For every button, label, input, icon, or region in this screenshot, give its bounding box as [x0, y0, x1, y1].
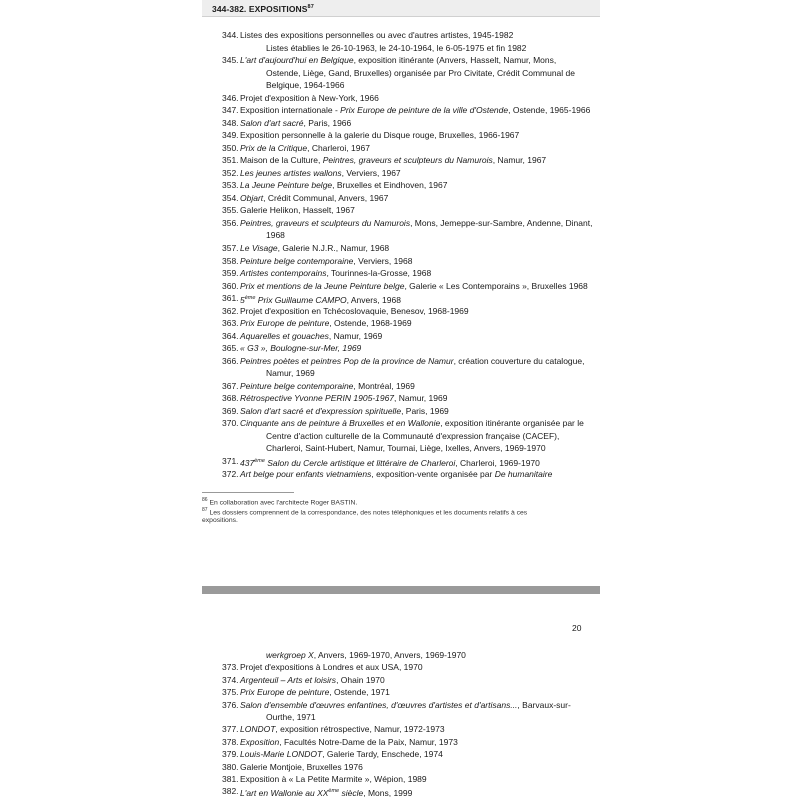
entry-number: 364. — [222, 330, 239, 341]
title-segment: Aquarelles et gouaches — [240, 330, 329, 341]
text-segment: , Verviers, 1967 — [341, 167, 401, 178]
text-segment: , Bruxelles et Eindhoven, 1967 — [332, 180, 448, 191]
text-segment: , Ohain 1970 — [336, 674, 385, 685]
title-segment: Salon d'art sacré — [240, 117, 304, 128]
title-segment: Argenteuil – Arts et loisirs — [240, 674, 337, 685]
text-segment: Belgique, 1964-1966 — [266, 80, 345, 91]
text-segment: , Galerie « Les Contemporains », Bruxelles 1968 — [404, 280, 588, 291]
entry-number: 353. — [222, 180, 239, 191]
text-segment: , exposition itinérante (Anvers, Hasselt, Namur, Mons, — [353, 55, 557, 66]
entry-number: 368. — [222, 393, 239, 404]
text-segment: , Galerie Tardy, Enschede, 1974 — [322, 749, 443, 760]
footnote-number: 87 — [202, 507, 208, 513]
title-segment: Salon d'ensemble d'œuvres enfantines, d'œuvres d'artistes et d'artisans... — [240, 699, 518, 710]
title-segment: Peinture belge contemporaine — [240, 380, 354, 391]
page-header — [202, 0, 600, 17]
entry-number: 349. — [222, 130, 239, 141]
title-segment: Louis-Marie LONDOT — [240, 749, 323, 760]
text-segment: , exposition-vente organisée par — [371, 468, 495, 479]
text-segment: Exposition personnelle à la galerie du Disque rouge, Bruxelles, 1966-1967 — [240, 130, 520, 141]
entry-number: 346. — [222, 92, 239, 103]
entry-text — [240, 467, 552, 481]
text-segment: Exposition internationale - — [240, 105, 341, 116]
text-segment: Namur, 1969 — [266, 368, 315, 379]
footnote-text: expositions. — [202, 517, 238, 524]
header-title: 344-382. EXPOSITIONS$^{87}$ — [212, 4, 314, 14]
entry-number: 378. — [222, 736, 239, 747]
title-segment: Objart — [240, 192, 264, 203]
text-segment: , Anvers, 1969-1970 — [313, 650, 390, 660]
text-segment: , Mons, 1999 — [363, 788, 413, 799]
title-segment: « G3 », Boulogne-sur-Mer, 1969 — [240, 343, 362, 354]
entry-number: 371. — [222, 456, 239, 467]
entry-number: 360. — [222, 280, 239, 291]
title-segment: Artistes contemporains — [240, 268, 327, 279]
text-segment: Exposition à « La Petite Marmite », Wépion, 1989 — [240, 774, 427, 784]
text-segment: , Namur, 1969 — [328, 330, 383, 341]
text-segment: , Charleroi, 1969-1970 — [455, 457, 540, 468]
text-segment: 1968 — [266, 230, 285, 241]
text-segment: , exposition rétrospective, Namur, 1972-1973 — [275, 724, 445, 735]
entry-number: 377. — [222, 724, 239, 735]
text-segment: , Mons, Jemeppe-sur-Sambre, Andenne, Dinant, — [410, 217, 593, 228]
title-segment: siècle — [339, 788, 364, 799]
text-segment: , exposition itinérante organisée par le — [440, 418, 584, 429]
title-segment: Prix de la Critique — [240, 142, 308, 153]
entry-number: 379. — [222, 749, 239, 760]
text-segment: Projet d'expositions à Londres et aux USA, 1970 — [240, 662, 423, 673]
entry-number: 352. — [222, 167, 239, 178]
text-segment: , Anvers, 1969-1970 — [389, 650, 466, 660]
title-segment: Salon d'art sacré et d'expression spirituelle — [240, 405, 402, 416]
entry-number: 356. — [222, 217, 239, 228]
entry-number: 365. — [222, 343, 239, 354]
entry-number: 367. — [222, 380, 239, 391]
text-segment: Charleroi, Saint-Hubert, Namur, Tournai, Liège, Ixelles, Anvers, 1969-1970 — [266, 443, 546, 454]
text-segment: , Montréal, 1969 — [353, 380, 415, 391]
title-segment: Le Visage — [240, 243, 278, 253]
text-segment: , Namur, 1967 — [492, 155, 547, 166]
title-segment: Exposition — [240, 736, 280, 747]
title-segment: Peintres, graveurs et sculpteurs du Namurois — [322, 155, 493, 166]
title-segment: 5 — [240, 294, 245, 305]
entry-number: 372. — [222, 468, 239, 479]
title-segment: Salon du Cercle artistique et littéraire de Charleroi — [264, 457, 456, 468]
text-segment: Ostende, Liège, Gand, Bruxelles) organisée par Pro Civitate, Crédit Communal de — [266, 67, 575, 78]
title-segment: Peinture belge contemporaine — [240, 255, 354, 266]
text-segment: Ourthe, 1971 — [266, 712, 316, 722]
entry-number: 376. — [222, 699, 239, 710]
entry-number: 351. — [222, 155, 239, 166]
text-segment: , Paris, 1966 — [303, 117, 352, 128]
entry-number: 357. — [222, 243, 239, 253]
page-number: 20 — [572, 623, 582, 633]
title-segment: Les jeunes artistes wallons — [240, 167, 342, 178]
entry-number: 374. — [222, 674, 239, 685]
title-segment: Cinquante ans de peinture à Bruxelles et en Wallonie — [240, 418, 441, 429]
title-segment: Prix Europe de peinture — [240, 687, 330, 698]
title-segment: werkgroep X — [266, 650, 314, 660]
superscript: ème — [254, 458, 265, 465]
superscript: ème — [328, 788, 340, 795]
title-segment: L'art d'aujourd'hui en Belgique — [240, 55, 354, 66]
entry-number: 345. — [222, 55, 239, 66]
entry-number: 369. — [222, 405, 239, 416]
footnote-number: 86 — [202, 497, 208, 503]
text-segment: , création couverture du catalogue, — [453, 355, 585, 366]
text-segment: , Galerie N.J.R., Namur, 1968 — [277, 243, 390, 253]
entry-number: 361. — [222, 293, 239, 304]
text-segment: , Verviers, 1968 — [353, 255, 413, 266]
entry-number: 358. — [222, 255, 239, 266]
text-segment: Listes établies le 26-10-1963, le 24-10-1964, le 6-05-1975 et fin 1982 — [266, 42, 527, 53]
entry-number: 362. — [222, 305, 239, 316]
footnote-line — [202, 516, 592, 526]
entry-number: 354. — [222, 192, 239, 203]
entry-number: 355. — [222, 205, 239, 216]
text-segment: , Ostende, 1971 — [329, 687, 390, 698]
title-segment: Art belge pour enfants vietnamiens — [240, 468, 372, 479]
text-segment: Projet d'exposition à New-York, 1966 — [240, 92, 379, 103]
entry-number: 348. — [222, 117, 239, 128]
footnote-text: En collaboration avec l'architecte Roger BASTIN. — [207, 499, 358, 507]
entry-number: 380. — [222, 761, 239, 772]
title-segment: Prix Europe de peinture de la ville d'Ostende — [340, 105, 509, 116]
text-segment: Galerie Montjoie, Bruxelles 1976 — [240, 761, 363, 772]
text-segment: , Namur, 1969 — [394, 393, 448, 404]
entry-number: 359. — [222, 268, 239, 279]
title-segment: Peintres poètes et peintres Pop de la province de Namur — [240, 355, 454, 366]
entry-number: 366. — [222, 355, 239, 366]
text-segment: , Ostende, 1968-1969 — [329, 318, 412, 329]
entry-number: 347. — [222, 105, 239, 116]
text-segment: , Paris, 1969 — [401, 405, 449, 416]
title-segment: De humanitaire — [494, 468, 553, 479]
page-separator — [202, 586, 600, 594]
title-segment: Rétrospective Yvonne PERIN 1905-1967 — [240, 393, 395, 404]
text-segment: , Tourinnes-la-Grosse, 1968 — [326, 268, 432, 279]
entry-number: 381. — [222, 774, 239, 784]
text-segment: , Ostende, 1965-1966 — [508, 105, 591, 116]
entry-number: 363. — [222, 318, 239, 329]
entry-number: 382. — [222, 786, 239, 797]
title-segment: La Jeune Peinture belge — [240, 180, 333, 191]
title-segment: LONDOT — [240, 724, 276, 735]
text-segment: Centre d'action culturelle de la Communauté d'expression française (CACEF), — [266, 430, 560, 441]
title-segment: Prix Europe de peinture — [240, 318, 330, 329]
title-segment: Prix et mentions de la Jeune Peinture belge — [240, 280, 405, 291]
title-segment: 437 — [240, 457, 255, 468]
entry-number: 370. — [222, 418, 239, 429]
entry-number: 350. — [222, 142, 239, 153]
footnote-rule — [202, 492, 294, 493]
text-segment: Projet d'exposition en Tchécoslovaquie, Benesov, 1968-1969 — [240, 305, 469, 316]
text-segment: , Facultés Notre-Dame de la Paix, Namur, 1973 — [279, 736, 458, 747]
entry-number: 344. — [222, 30, 239, 40]
text-segment: Galerie Helikon, Hasselt, 1967 — [240, 205, 355, 216]
entry-text — [240, 784, 412, 800]
text-segment: , Charleroi, 1967 — [307, 142, 370, 153]
text-segment: , Anvers, 1968 — [346, 294, 401, 305]
text-segment: , Crédit Communal, Anvers, 1967 — [263, 192, 389, 203]
text-segment: Maison de la Culture, — [240, 155, 323, 166]
entry-text — [240, 216, 592, 230]
title-segment: Prix Guillaume CAMPO — [255, 294, 347, 305]
superscript: ème — [244, 295, 256, 302]
entry-number: 373. — [222, 662, 239, 673]
title-segment: Peintres, graveurs et sculpteurs du Namurois — [240, 217, 411, 228]
title-segment: L'art en Wallonie au XX — [240, 788, 329, 799]
text-segment: Listes des expositions personnelles ou avec d'autres artistes, 1945-1982 — [240, 30, 514, 40]
entry-number: 375. — [222, 687, 239, 698]
footnote-text: Les dossiers comprennent de la correspondance, des notes téléphoniques et les documents relatifs à ces — [207, 509, 528, 517]
text-segment: , Barvaux-sur- — [517, 699, 571, 710]
